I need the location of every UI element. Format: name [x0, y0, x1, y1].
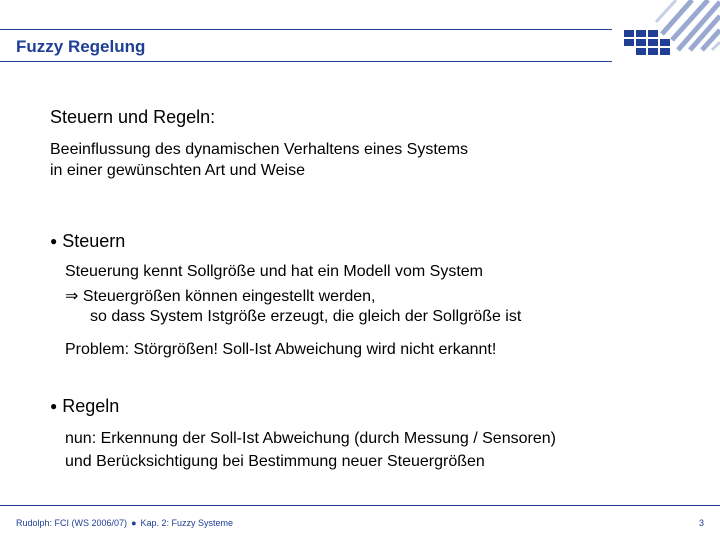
steuern-line-3: so dass System Istgröße erzeugt, die gleich der Sollgröße ist [90, 308, 522, 325]
bullet-regeln-title: Regeln [62, 396, 120, 416]
steuern-line-1: Steuerung kennt Sollgröße und hat ein Modell vom System [65, 263, 484, 280]
bullet-steuern-title: Steuern [62, 231, 126, 251]
bullet-steuern [50, 231, 125, 252]
slide-heading: Steuern und Regeln: [50, 107, 216, 127]
footer-separator: ● [131, 518, 137, 528]
bullet-dot-icon: ● [50, 234, 58, 248]
footer-page-number: 3 [699, 518, 705, 528]
steuern-line-2-text: Steuergrößen können eingestellt werden, [82, 288, 376, 305]
definition-line-1: Beeinflussung des dynamischen Verhaltens eines Systems [50, 141, 469, 158]
regeln-line-1: nun: Erkennung der Soll-Ist Abweichung (durch Messung / Sensoren) [65, 430, 556, 447]
implies-arrow-icon: ⇒ [65, 288, 79, 305]
slide-header-title: Fuzzy Regelung [16, 37, 146, 56]
steuern-problem: Problem: Störgrößen! Soll-Ist Abweichung wird nicht erkannt! [65, 341, 497, 358]
definition-line-2: in einer gewünschten Art und Weise [50, 162, 305, 179]
steuern-line-2 [65, 286, 376, 306]
footer-rule [0, 505, 720, 506]
bullet-regeln [50, 396, 119, 417]
university-logo-icon [612, 0, 720, 64]
footer-source: Rudolph: FCI (WS 2006/07) [16, 518, 128, 528]
regeln-line-2: und Berücksichtigung bei Bestimmung neuer Steuergrößen [65, 453, 485, 470]
footer-left [16, 518, 233, 528]
footer-chapter: Kap. 2: Fuzzy Systeme [140, 518, 234, 528]
bullet-dot-icon: ● [50, 399, 58, 413]
